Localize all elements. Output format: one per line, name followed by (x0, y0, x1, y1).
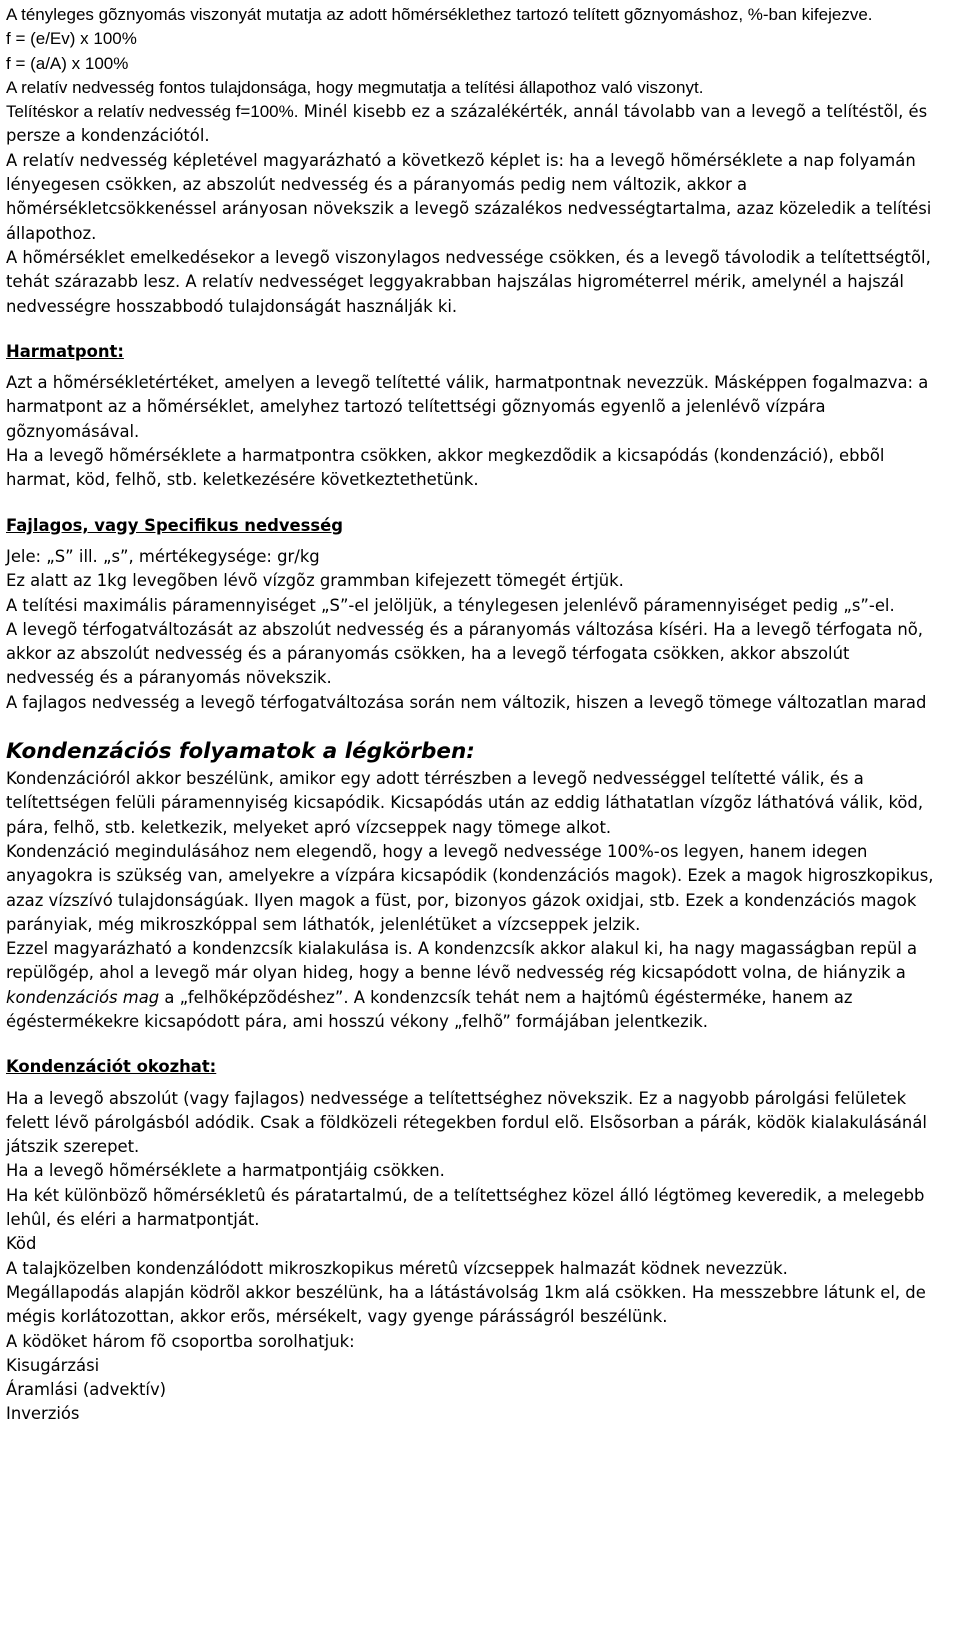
fajlagos-paragraph-3: A telítési maximális páramennyiséget „S”-el jelöljük, a ténylegesen jelenlévõ páramennyiséget pedig „s”-el. (6, 595, 895, 615)
fog-type-item: Kisugárzási (6, 1355, 100, 1375)
okozhat-paragraph-4: Köd (6, 1234, 37, 1254)
formula-2: f = (a/A) x 100% (6, 53, 129, 73)
okozhat-paragraph-1: Ha a levegõ abszolút (vagy fajlagos) nedvessége a telítettséghez növekszik. Ez a nagyobb párolgási felületek felett lévõ párolgásból adódik. Csak a földközeli rétegekben fordul elõ. Elsõsorban a párák, ködök kialakulásánál játszik szerepet. (6, 1088, 927, 1157)
fajlagos-paragraph-5: A fajlagos nedvesség a levegõ térfogatváltozása során nem változik, hiszen a levegõ tömege változatlan marad (6, 692, 927, 712)
section-heading-harmatpont: Harmatpont: (6, 341, 124, 361)
intro-paragraph-4: A relatív nedvesség képletével magyarázható a következõ képlet is: ha a levegõ hõmérséklete a nap folyamán lényegesen csökken, az abszolút nedvesség és a páranyomás pedig nem változik, akkor a hõmérsékletcsökkenéssel arányosan növekszik a levegõ százalékos nedvességtartalma, azaz közeledik a telítési állapothoz. (6, 150, 932, 243)
intro-paragraph-3-lead: Telítéskor a relatív nedvesség f=100%. (6, 102, 299, 122)
okozhat-paragraph-5: A talajközelben kondenzálódott mikroszkopikus méretû vízcseppek halmazát ködnek nevezzük. (6, 1258, 788, 1278)
kondenzacio-paragraph-1: Kondenzációról akkor beszélünk, amikor egy adott térrészben a levegõ nedvességgel telítetté válik, és a telítettségen felüli páramennyiség kicsapódik. Kicsapódás után az eddig láthatatlan vízgõz láthatóvá válik, köd, pára, felhõ, stb. keletkezik, melyeket apró vízcseppek nagy tömege alkot. (6, 769, 924, 837)
kondenzacio-paragraph-3-c: a „felhõképzõdéshez”. A kondenzcsík tehát nem a hajtómû égésterméke, hanem az égéstermékekre kicsapódott pára, ami hosszú vékony „felhõ” formájában jelentkezik. (6, 987, 853, 1031)
formula-1: f = (e/Ev) x 100% (6, 29, 137, 49)
okozhat-paragraph-6: Megállapodás alapján ködrõl akkor beszélünk, ha a látástávolság 1km alá csökken. Ha messzebbre látunk el, de mégis korlátozottan, akkor erõs, mérsékelt, vagy gyenge párásságról beszélünk. (6, 1282, 926, 1327)
harmatpont-paragraph-1: Azt a hõmérsékletértéket, amelyen a levegõ telítetté válik, harmatpontnak nevezzük. Másképpen fogalmazva: a harmatpont az a hõmérséklet, amelyhez tartozó telítettségi gõznyomás egyenlõ a jelenlévõ vízpára gõznyomásával. (6, 373, 929, 441)
fajlagos-paragraph-4: A levegõ térfogatváltozását az abszolút nedvesség és a páranyomás változása kíséri. Ha a levegõ térfogata nõ, akkor az abszolút nedvesség és a páranyomás csökken, ha a levegõ térfogata csökken, akkor abszolút nedvesség és a páranyomás növekszik. (6, 619, 923, 688)
section-heading-kondenzacio: Kondenzációs folyamatok a légkörben: (6, 739, 475, 765)
intro-paragraph-3-rest: Minél kisebb ez a százalékérték, annál távolabb van a levegõ a telítéstõl, és persze a kondenzációtól. (6, 102, 928, 146)
kondenzacio-paragraph-3-a: Ezzel magyarázható a kondenzcsík kialakulása is. A kondenzcsík akkor alakul ki, ha nagy magasságban repül a repülõgép, ahol a levegõ már olyan hideg, hogy a benne lévõ nedvesség rég kicsapódott volna, de hiányzik a (6, 939, 918, 983)
fog-type-item: Inverziós (6, 1404, 80, 1424)
okozhat-paragraph-2: Ha a levegõ hõmérséklete a harmatpontjáig csökken. (6, 1161, 445, 1181)
intro-paragraph-3 (6, 100, 938, 149)
fajlagos-paragraph-1: Jele: „S” ill. „s”, mértékegysége: gr/kg (6, 546, 320, 566)
fog-type-item: Áramlási (advektív) (6, 1380, 167, 1400)
okozhat-paragraph-7: A ködöket három fõ csoportba sorolhatjuk: (6, 1331, 355, 1351)
intro-paragraph-2: A relatív nedvesség fontos tulajdonsága, hogy megmutatja a telítési állapothoz való viszonyt. (6, 77, 704, 97)
fajlagos-paragraph-2: Ez alatt az 1kg levegõben lévõ vízgõz grammban kifejezett tömegét értjük. (6, 571, 624, 591)
kondenzacio-paragraph-2: Kondenzáció megindulásához nem elegendõ, hogy a levegõ nedvessége 100%-os legyen, hanem idegen anyagokra is szükség van, amelyekre a vízpára kicsapódik (kondenzációs magok). Ezek a magok higroszkopikus, azaz vízszívó tulajdonságúak. Ilyen magok a füst, por, bizonyos gázok oxidjai, stb. Ezek a kondenzációs magok parányiak, még mikroszkóppal sem láthatók, jelenlétüket a vízcseppek jelzik. (6, 841, 934, 934)
intro-paragraph-5: A hõmérséklet emelkedésekor a levegõ viszonylagos nedvessége csökken, és a levegõ távolodik a telítettségtõl, tehát szárazabb lesz. A relatív nedvességet leggyakrabban hajszálas higrométerrel mérik, amelynél a hajszál nedvességre hosszabbodó tulajdonságát használják ki. (6, 247, 931, 316)
kondenzacio-paragraph-3-italic: kondenzációs mag (6, 987, 160, 1007)
kondenzacio-paragraph-3 (6, 937, 938, 1034)
section-heading-fajlagos: Fajlagos, vagy Specifikus nedvesség (6, 515, 343, 535)
harmatpont-paragraph-2: Ha a levegõ hõmérséklete a harmatpontra csökken, akkor megkezdõdik a kicsapódás (kondenzáció), ebbõl harmat, köd, felhõ, stb. keletkezésére következtethetünk. (6, 446, 885, 490)
section-heading-okozhat: Kondenzációt okozhat: (6, 1057, 217, 1077)
okozhat-paragraph-3: Ha két különbözõ hõmérsékletû és páratartalmú, de a telítettséghez közel álló légtömeg keveredik, a melegebb lehûl, és eléri a harmatpontját. (6, 1185, 925, 1230)
intro-paragraph-1: A tényleges gõznyomás viszonyát mutatja az adott hõmérséklethez tartozó telített gõznyomáshoz, %-ban kifejezve. (6, 5, 873, 24)
